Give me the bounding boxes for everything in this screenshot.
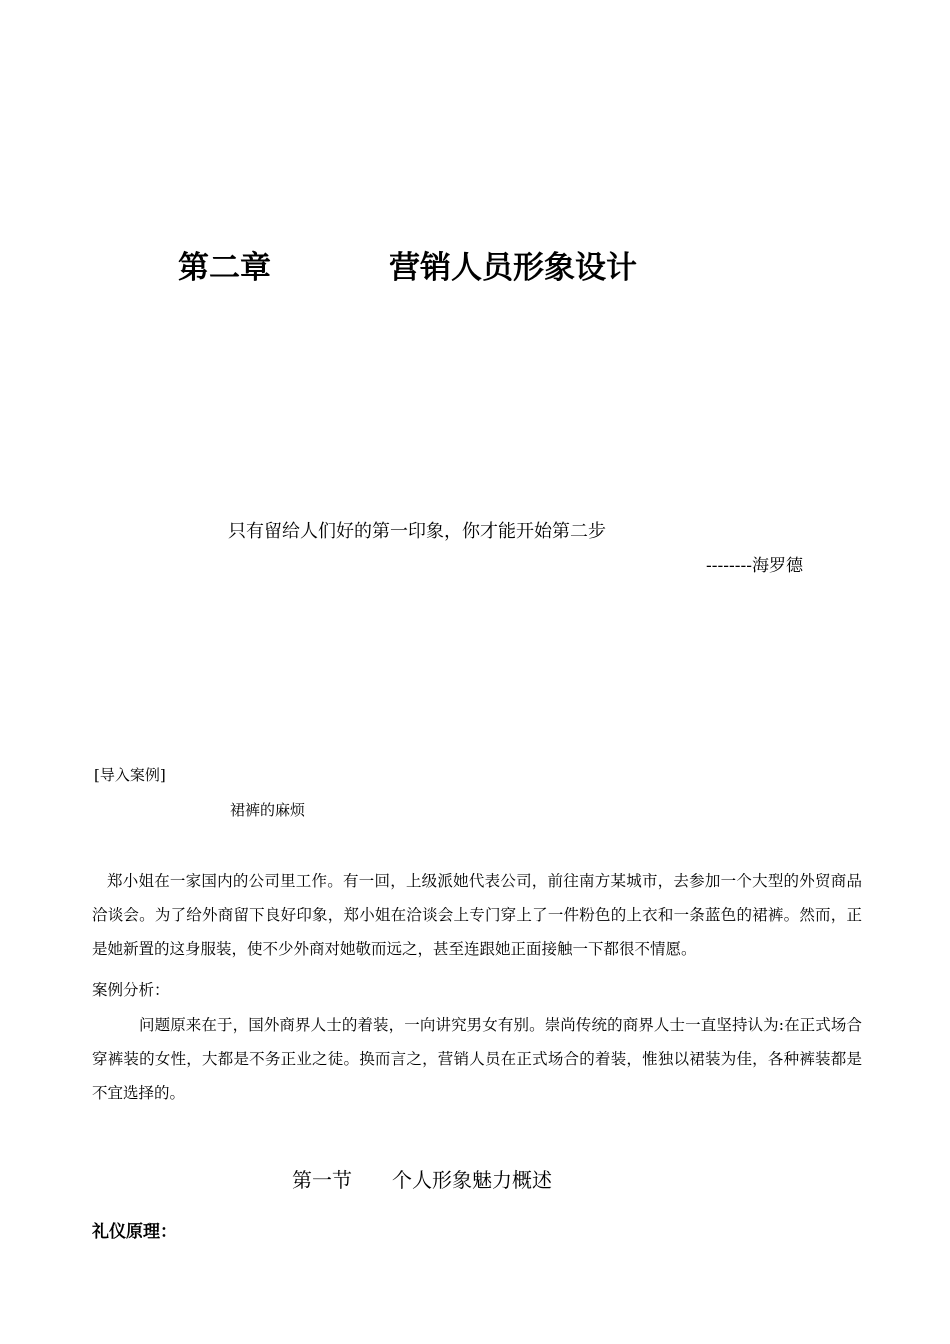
analysis-body: 问题原来在于，国外商界人士的着装，一向讲究男女有别。崇尚传统的商界人士一直坚持认为:在正式场合穿裤装的女性，大都是不务正业之徒。换而言之，营销人员在正式场合的着装，惟独以裙装为佳，各种裤装都是不宜选择的。 (92, 1016, 862, 1102)
principle-heading: 礼仪原理： (92, 1222, 177, 1242)
case-title: 裙裤的麻烦 (230, 801, 306, 819)
chapter-title: 营销人员形象设计 (389, 250, 637, 286)
case-label: [导入案例] (94, 766, 166, 784)
section-title: 个人形象魅力概述 (392, 1168, 552, 1192)
chapter-number: 第二章 (178, 250, 271, 286)
case-body: 郑小姐在一家国内的公司里工作。有一回，上级派她代表公司，前往南方某城市，去参加一个大型的外贸商品洽谈会。为了给外商留下良好印象，郑小姐在洽谈会上专门穿上了一件粉色的上衣和一条蓝色的裙裤。然而，正是她新置的这身服装，使不少外商对她敬而远之，甚至连跟她正面接触一下都很不情愿。 (92, 872, 862, 958)
analysis-label: 案例分析： (92, 981, 170, 999)
epigraph-quote: 只有留给人们好的第一印象，你才能开始第二步 (228, 521, 606, 542)
section-number: 第一节 (292, 1168, 352, 1192)
epigraph-author: --------海罗德 (706, 556, 803, 576)
